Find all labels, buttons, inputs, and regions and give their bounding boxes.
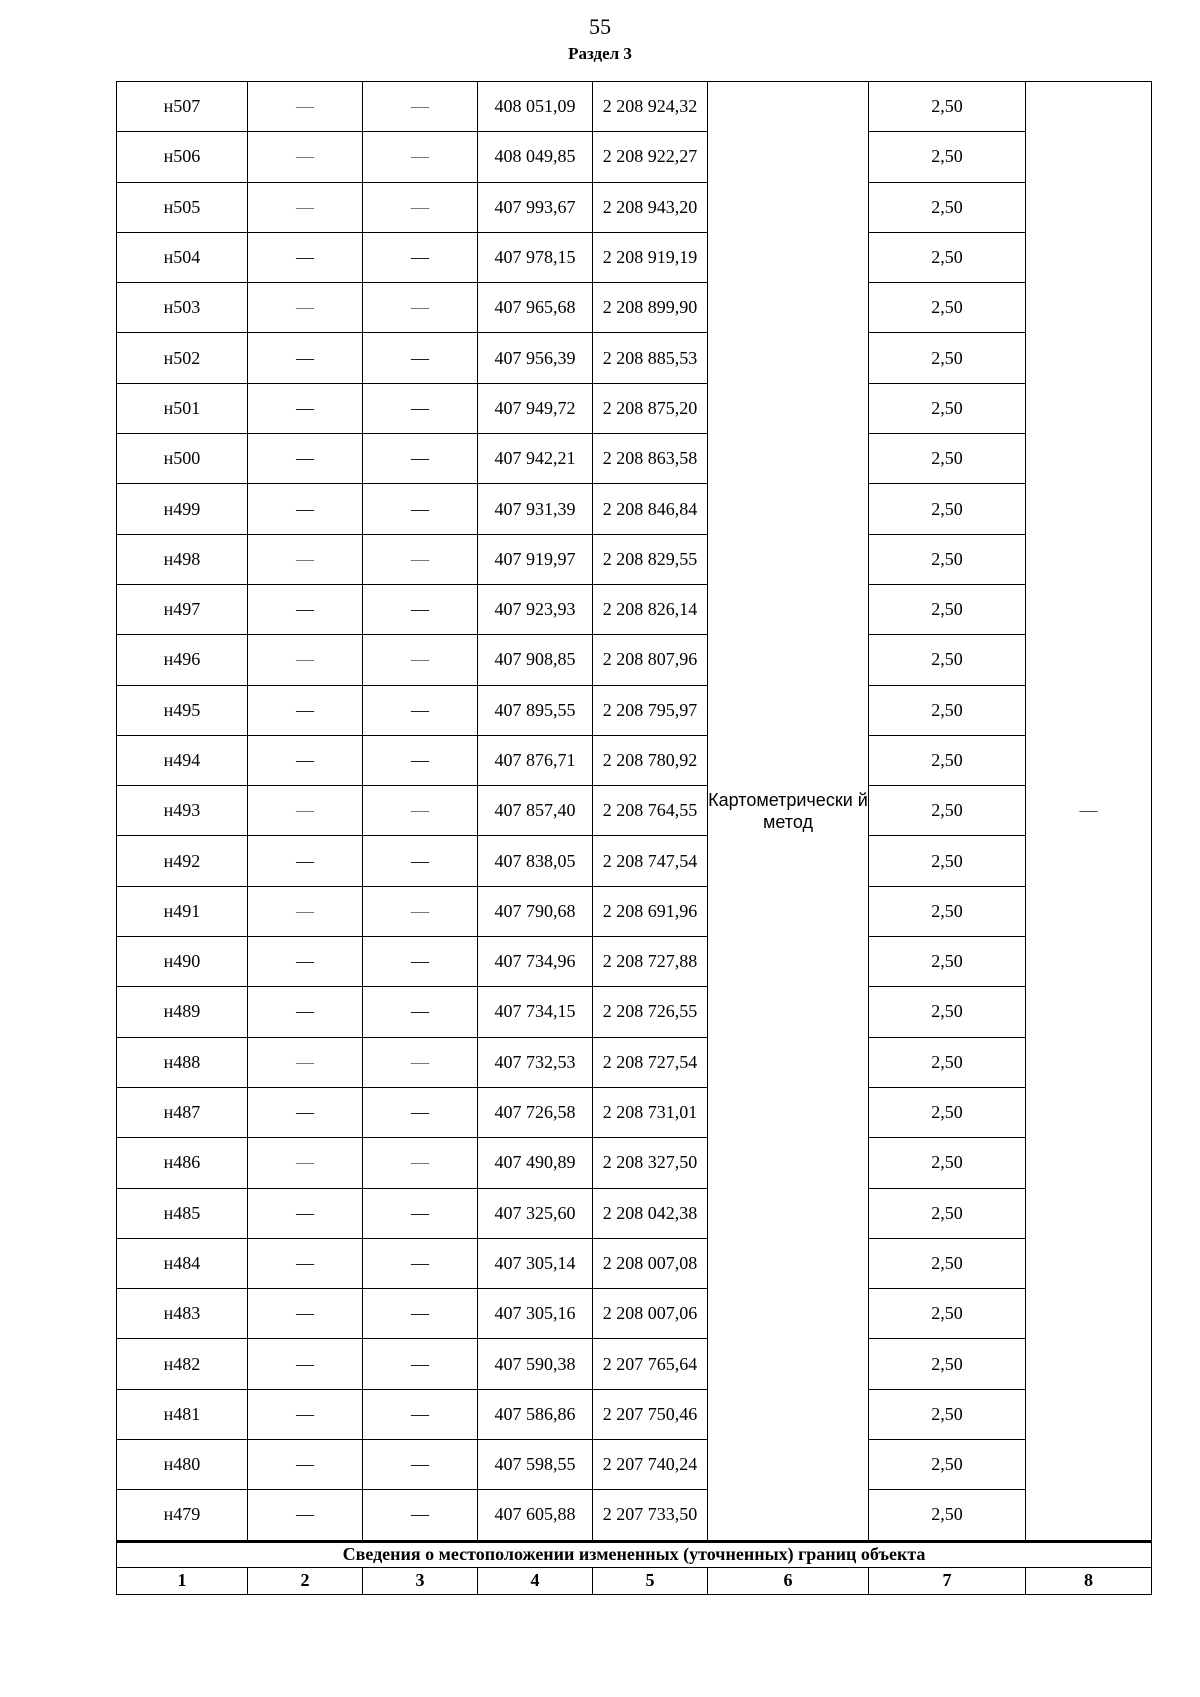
table-row bbox=[117, 534, 1152, 584]
y-coordinate-cell: 2 208 922,27 bbox=[593, 132, 708, 182]
accuracy-cell: 2,50 bbox=[869, 283, 1026, 333]
x-coordinate-cell: 407 857,40 bbox=[478, 786, 593, 836]
point-name-cell: н493 bbox=[117, 786, 248, 836]
table-row bbox=[117, 1138, 1152, 1188]
accuracy-cell: 2,50 bbox=[869, 1037, 1026, 1087]
x-coordinate-cell: 407 895,55 bbox=[478, 685, 593, 735]
column-3-cell: — bbox=[363, 937, 478, 987]
column-2-cell: — bbox=[248, 232, 363, 282]
table-row bbox=[117, 937, 1152, 987]
table-row bbox=[117, 1490, 1152, 1541]
y-coordinate-cell: 2 208 846,84 bbox=[593, 484, 708, 534]
y-coordinate-cell: 2 208 726,55 bbox=[593, 987, 708, 1037]
column-2-cell: — bbox=[248, 886, 363, 936]
y-coordinate-cell: 2 207 765,64 bbox=[593, 1339, 708, 1389]
y-coordinate-cell: 2 208 780,92 bbox=[593, 735, 708, 785]
x-coordinate-cell: 407 956,39 bbox=[478, 333, 593, 383]
column-2-cell: — bbox=[248, 735, 363, 785]
point-name-cell: н502 bbox=[117, 333, 248, 383]
column-2-cell: — bbox=[248, 132, 363, 182]
table-row bbox=[117, 584, 1152, 634]
column-3-cell: — bbox=[363, 82, 478, 132]
point-name-cell: н490 bbox=[117, 937, 248, 987]
accuracy-cell: 2,50 bbox=[869, 182, 1026, 232]
x-coordinate-cell: 407 942,21 bbox=[478, 434, 593, 484]
point-name-cell: н486 bbox=[117, 1138, 248, 1188]
table-row bbox=[117, 484, 1152, 534]
y-coordinate-cell: 2 208 826,14 bbox=[593, 584, 708, 634]
table-row bbox=[117, 1440, 1152, 1490]
table-row bbox=[117, 232, 1152, 282]
table-body bbox=[117, 82, 1152, 1595]
point-name-cell: н505 bbox=[117, 182, 248, 232]
table-row bbox=[117, 182, 1152, 232]
y-coordinate-cell: 2 208 727,88 bbox=[593, 937, 708, 987]
column-3-cell: — bbox=[363, 1188, 478, 1238]
accuracy-cell: 2,50 bbox=[869, 1289, 1026, 1339]
x-coordinate-cell: 407 949,72 bbox=[478, 383, 593, 433]
accuracy-cell: 2,50 bbox=[869, 1339, 1026, 1389]
accuracy-cell: 2,50 bbox=[869, 1238, 1026, 1288]
accuracy-cell: 2,50 bbox=[869, 584, 1026, 634]
point-name-cell: н481 bbox=[117, 1389, 248, 1439]
point-name-cell: н507 bbox=[117, 82, 248, 132]
point-name-cell: н484 bbox=[117, 1238, 248, 1288]
column-3-cell: — bbox=[363, 786, 478, 836]
accuracy-cell: 2,50 bbox=[869, 484, 1026, 534]
table-row bbox=[117, 1188, 1152, 1238]
point-name-cell: н483 bbox=[117, 1289, 248, 1339]
column-3-cell: — bbox=[363, 1087, 478, 1137]
column-3-cell: — bbox=[363, 383, 478, 433]
column-3-cell: — bbox=[363, 484, 478, 534]
table-row bbox=[117, 82, 1152, 132]
y-coordinate-cell: 2 208 327,50 bbox=[593, 1138, 708, 1188]
column-3-cell: — bbox=[363, 1490, 478, 1541]
x-coordinate-cell: 407 931,39 bbox=[478, 484, 593, 534]
column-3-cell: — bbox=[363, 132, 478, 182]
column-3-cell: — bbox=[363, 1037, 478, 1087]
table-row bbox=[117, 735, 1152, 785]
table-row bbox=[117, 333, 1152, 383]
table-row bbox=[117, 132, 1152, 182]
x-coordinate-cell: 407 590,38 bbox=[478, 1339, 593, 1389]
column-3-cell: — bbox=[363, 182, 478, 232]
y-coordinate-cell: 2 208 943,20 bbox=[593, 182, 708, 232]
table-row bbox=[117, 886, 1152, 936]
column-2-cell: — bbox=[248, 1440, 363, 1490]
accuracy-cell: 2,50 bbox=[869, 534, 1026, 584]
column-number-cell: 4 bbox=[478, 1567, 593, 1594]
column-number-row bbox=[117, 1567, 1152, 1594]
y-coordinate-cell: 2 208 919,19 bbox=[593, 232, 708, 282]
column-3-cell: — bbox=[363, 1440, 478, 1490]
table-row bbox=[117, 1339, 1152, 1389]
method-cell: Картометрически й метод bbox=[708, 82, 869, 1542]
column-number-cell: 6 bbox=[708, 1567, 869, 1594]
accuracy-cell: 2,50 bbox=[869, 383, 1026, 433]
y-coordinate-cell: 2 208 795,97 bbox=[593, 685, 708, 735]
x-coordinate-cell: 408 051,09 bbox=[478, 82, 593, 132]
column-number-cell: 8 bbox=[1026, 1567, 1152, 1594]
point-name-cell: н491 bbox=[117, 886, 248, 936]
column-number-cell: 5 bbox=[593, 1567, 708, 1594]
x-coordinate-cell: 407 490,89 bbox=[478, 1138, 593, 1188]
column-2-cell: — bbox=[248, 1289, 363, 1339]
page-number: 55 bbox=[589, 14, 611, 39]
column-3-cell: — bbox=[363, 534, 478, 584]
y-coordinate-cell: 2 208 807,96 bbox=[593, 635, 708, 685]
column-2-cell: — bbox=[248, 584, 363, 634]
x-coordinate-cell: 407 908,85 bbox=[478, 635, 593, 685]
table-row bbox=[117, 1037, 1152, 1087]
column-2-cell: — bbox=[248, 987, 363, 1037]
point-name-cell: н482 bbox=[117, 1339, 248, 1389]
column-3-cell: — bbox=[363, 333, 478, 383]
column-3-cell: — bbox=[363, 1339, 478, 1389]
column-3-cell: — bbox=[363, 1238, 478, 1288]
accuracy-cell: 2,50 bbox=[869, 987, 1026, 1037]
column-3-cell: — bbox=[363, 232, 478, 282]
point-name-cell: н503 bbox=[117, 283, 248, 333]
table-row bbox=[117, 635, 1152, 685]
y-coordinate-cell: 2 207 733,50 bbox=[593, 1490, 708, 1541]
y-coordinate-cell: 2 208 691,96 bbox=[593, 886, 708, 936]
column-2-cell: — bbox=[248, 836, 363, 886]
point-name-cell: н495 bbox=[117, 685, 248, 735]
x-coordinate-cell: 407 732,53 bbox=[478, 1037, 593, 1087]
table-row bbox=[117, 434, 1152, 484]
accuracy-cell: 2,50 bbox=[869, 1389, 1026, 1439]
accuracy-cell: 2,50 bbox=[869, 82, 1026, 132]
column-2-cell: — bbox=[248, 786, 363, 836]
column-number-cell: 1 bbox=[117, 1567, 248, 1594]
column-number-cell: 3 bbox=[363, 1567, 478, 1594]
point-name-cell: н487 bbox=[117, 1087, 248, 1137]
y-coordinate-cell: 2 208 899,90 bbox=[593, 283, 708, 333]
y-coordinate-cell: 2 208 042,38 bbox=[593, 1188, 708, 1238]
accuracy-cell: 2,50 bbox=[869, 1138, 1026, 1188]
y-coordinate-cell: 2 208 924,32 bbox=[593, 82, 708, 132]
column-2-cell: — bbox=[248, 82, 363, 132]
column-8-cell: — bbox=[1026, 82, 1152, 1542]
point-name-cell: н501 bbox=[117, 383, 248, 433]
column-3-cell: — bbox=[363, 584, 478, 634]
table-row bbox=[117, 1389, 1152, 1439]
column-2-cell: — bbox=[248, 534, 363, 584]
y-coordinate-cell: 2 207 750,46 bbox=[593, 1389, 708, 1439]
column-2-cell: — bbox=[248, 484, 363, 534]
table-row bbox=[117, 383, 1152, 433]
column-2-cell: — bbox=[248, 1037, 363, 1087]
column-3-cell: — bbox=[363, 735, 478, 785]
coordinates-table bbox=[116, 81, 1152, 1595]
accuracy-cell: 2,50 bbox=[869, 1188, 1026, 1238]
column-2-cell: — bbox=[248, 1138, 363, 1188]
accuracy-cell: 2,50 bbox=[869, 333, 1026, 383]
table-row bbox=[117, 786, 1152, 836]
point-name-cell: н494 bbox=[117, 735, 248, 785]
accuracy-cell: 2,50 bbox=[869, 434, 1026, 484]
column-3-cell: — bbox=[363, 434, 478, 484]
column-2-cell: — bbox=[248, 1238, 363, 1288]
x-coordinate-cell: 407 325,60 bbox=[478, 1188, 593, 1238]
y-coordinate-cell: 2 207 740,24 bbox=[593, 1440, 708, 1490]
point-name-cell: н488 bbox=[117, 1037, 248, 1087]
column-2-cell: — bbox=[248, 182, 363, 232]
y-coordinate-cell: 2 208 885,53 bbox=[593, 333, 708, 383]
column-2-cell: — bbox=[248, 333, 363, 383]
y-coordinate-cell: 2 208 727,54 bbox=[593, 1037, 708, 1087]
accuracy-cell: 2,50 bbox=[869, 1087, 1026, 1137]
x-coordinate-cell: 407 605,88 bbox=[478, 1490, 593, 1541]
point-name-cell: н499 bbox=[117, 484, 248, 534]
x-coordinate-cell: 407 838,05 bbox=[478, 836, 593, 886]
accuracy-cell: 2,50 bbox=[869, 685, 1026, 735]
y-coordinate-cell: 2 208 863,58 bbox=[593, 434, 708, 484]
x-coordinate-cell: 407 993,67 bbox=[478, 182, 593, 232]
point-name-cell: н506 bbox=[117, 132, 248, 182]
point-name-cell: н498 bbox=[117, 534, 248, 584]
y-coordinate-cell: 2 208 007,06 bbox=[593, 1289, 708, 1339]
point-name-cell: н485 bbox=[117, 1188, 248, 1238]
accuracy-cell: 2,50 bbox=[869, 836, 1026, 886]
table-row bbox=[117, 836, 1152, 886]
x-coordinate-cell: 408 049,85 bbox=[478, 132, 593, 182]
point-name-cell: н489 bbox=[117, 987, 248, 1037]
column-2-cell: — bbox=[248, 383, 363, 433]
table-row bbox=[117, 987, 1152, 1037]
x-coordinate-cell: 407 790,68 bbox=[478, 886, 593, 936]
column-2-cell: — bbox=[248, 1490, 363, 1541]
x-coordinate-cell: 407 305,14 bbox=[478, 1238, 593, 1288]
point-name-cell: н479 bbox=[117, 1490, 248, 1541]
column-2-cell: — bbox=[248, 1389, 363, 1439]
x-coordinate-cell: 407 726,58 bbox=[478, 1087, 593, 1137]
column-3-cell: — bbox=[363, 1138, 478, 1188]
column-number-cell: 2 bbox=[248, 1567, 363, 1594]
x-coordinate-cell: 407 876,71 bbox=[478, 735, 593, 785]
column-3-cell: — bbox=[363, 685, 478, 735]
x-coordinate-cell: 407 734,15 bbox=[478, 987, 593, 1037]
accuracy-cell: 2,50 bbox=[869, 1490, 1026, 1541]
y-coordinate-cell: 2 208 747,54 bbox=[593, 836, 708, 886]
x-coordinate-cell: 407 978,15 bbox=[478, 232, 593, 282]
table-row bbox=[117, 1289, 1152, 1339]
point-name-cell: н504 bbox=[117, 232, 248, 282]
x-coordinate-cell: 407 586,86 bbox=[478, 1389, 593, 1439]
y-coordinate-cell: 2 208 007,08 bbox=[593, 1238, 708, 1288]
y-coordinate-cell: 2 208 829,55 bbox=[593, 534, 708, 584]
column-2-cell: — bbox=[248, 685, 363, 735]
point-name-cell: н500 bbox=[117, 434, 248, 484]
y-coordinate-cell: 2 208 731,01 bbox=[593, 1087, 708, 1137]
accuracy-cell: 2,50 bbox=[869, 132, 1026, 182]
x-coordinate-cell: 407 734,96 bbox=[478, 937, 593, 987]
column-2-cell: — bbox=[248, 1188, 363, 1238]
column-2-cell: — bbox=[248, 1087, 363, 1137]
x-coordinate-cell: 407 965,68 bbox=[478, 283, 593, 333]
accuracy-cell: 2,50 bbox=[869, 886, 1026, 936]
point-name-cell: н497 bbox=[117, 584, 248, 634]
x-coordinate-cell: 407 923,93 bbox=[478, 584, 593, 634]
x-coordinate-cell: 407 919,97 bbox=[478, 534, 593, 584]
point-name-cell: н480 bbox=[117, 1440, 248, 1490]
column-number-cell: 7 bbox=[869, 1567, 1026, 1594]
column-3-cell: — bbox=[363, 987, 478, 1037]
table-caption: Сведения о местоположении измененных (уточненных) границ объекта bbox=[117, 1541, 1152, 1567]
table-row bbox=[117, 1087, 1152, 1137]
column-2-cell: — bbox=[248, 1339, 363, 1389]
column-3-cell: — bbox=[363, 1389, 478, 1439]
column-2-cell: — bbox=[248, 635, 363, 685]
column-2-cell: — bbox=[248, 283, 363, 333]
table-row bbox=[117, 283, 1152, 333]
accuracy-cell: 2,50 bbox=[869, 735, 1026, 785]
column-2-cell: — bbox=[248, 434, 363, 484]
column-3-cell: — bbox=[363, 283, 478, 333]
point-name-cell: н492 bbox=[117, 836, 248, 886]
column-3-cell: — bbox=[363, 886, 478, 936]
accuracy-cell: 2,50 bbox=[869, 1440, 1026, 1490]
accuracy-cell: 2,50 bbox=[869, 232, 1026, 282]
column-3-cell: — bbox=[363, 836, 478, 886]
y-coordinate-cell: 2 208 764,55 bbox=[593, 786, 708, 836]
accuracy-cell: 2,50 bbox=[869, 786, 1026, 836]
column-3-cell: — bbox=[363, 635, 478, 685]
point-name-cell: н496 bbox=[117, 635, 248, 685]
accuracy-cell: 2,50 bbox=[869, 937, 1026, 987]
table-row bbox=[117, 685, 1152, 735]
y-coordinate-cell: 2 208 875,20 bbox=[593, 383, 708, 433]
x-coordinate-cell: 407 305,16 bbox=[478, 1289, 593, 1339]
column-2-cell: — bbox=[248, 937, 363, 987]
table-row bbox=[117, 1238, 1152, 1288]
caption-row bbox=[117, 1541, 1152, 1567]
section-title: Раздел 3 bbox=[568, 44, 632, 63]
column-3-cell: — bbox=[363, 1289, 478, 1339]
accuracy-cell: 2,50 bbox=[869, 635, 1026, 685]
x-coordinate-cell: 407 598,55 bbox=[478, 1440, 593, 1490]
